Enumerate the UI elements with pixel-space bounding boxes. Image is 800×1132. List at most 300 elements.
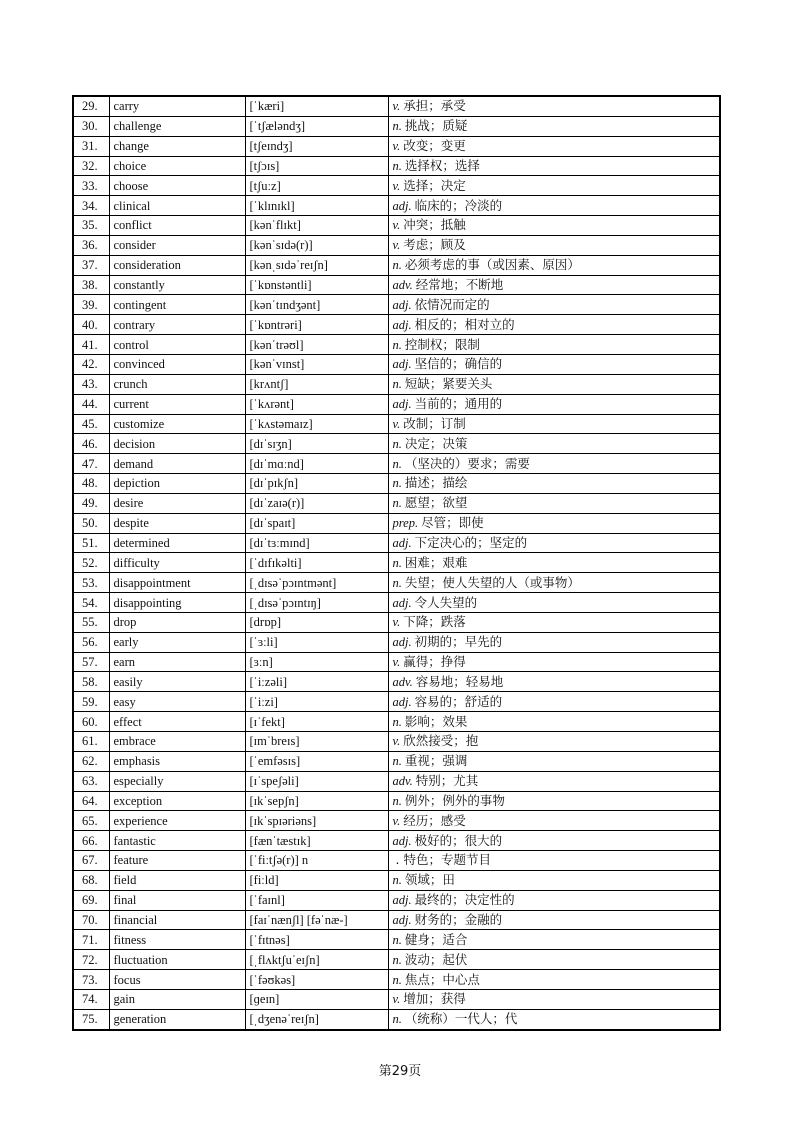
entry-phonetic: [ˈfiːtʃə(r)] n <box>245 851 388 871</box>
part-of-speech: n. <box>392 436 402 451</box>
entry-phonetic: [ˈemfəsɪs] <box>245 751 388 771</box>
entry-number: 30. <box>73 116 109 136</box>
entry-phonetic: [fiːld] <box>245 870 388 890</box>
definition-text: 波动；起伏 <box>404 951 468 967</box>
entry-phonetic: [ˈiːzəli] <box>245 672 388 692</box>
part-of-speech: adj. <box>392 833 412 848</box>
part-of-speech: adj. <box>392 595 412 610</box>
part-of-speech: adv. <box>392 674 413 689</box>
entry-number: 43. <box>73 374 109 394</box>
vocab-row <box>73 593 720 613</box>
entry-definition <box>388 910 720 930</box>
entry-phonetic: [ɡeɪn] <box>245 989 388 1009</box>
definition-text: 最终的；决定性的 <box>414 892 515 908</box>
part-of-speech: v. <box>392 655 401 670</box>
entry-phonetic: [ˈklɪnɪkl] <box>245 196 388 216</box>
entry-definition <box>388 890 720 910</box>
definition-text: 领域；田 <box>404 872 455 888</box>
entry-definition <box>388 732 720 752</box>
entry-definition <box>388 354 720 374</box>
definition-text: 重视；强调 <box>404 753 468 769</box>
part-of-speech: n. <box>392 258 402 273</box>
entry-definition <box>388 553 720 573</box>
vocab-row <box>73 652 720 672</box>
entry-word: carry <box>109 96 245 116</box>
part-of-speech: n. <box>392 119 402 134</box>
entry-definition <box>388 454 720 474</box>
entry-phonetic: [ˈfɪtnəs] <box>245 930 388 950</box>
entry-number: 69. <box>73 890 109 910</box>
entry-number: 54. <box>73 593 109 613</box>
entry-definition <box>388 513 720 533</box>
entry-phonetic: [kənˈvɪnst] <box>245 354 388 374</box>
entry-definition <box>388 851 720 871</box>
entry-number: 33. <box>73 176 109 196</box>
entry-word: embrace <box>109 732 245 752</box>
entry-number: 36. <box>73 235 109 255</box>
definition-text: 挑战；质疑 <box>404 118 468 134</box>
entry-definition <box>388 434 720 454</box>
part-of-speech: prep. <box>392 516 419 531</box>
entry-word: convinced <box>109 354 245 374</box>
entry-definition <box>388 374 720 394</box>
entry-word: change <box>109 136 245 156</box>
definition-text: 必须考虑的事（或因素、原因） <box>404 257 580 273</box>
definition-text: 令人失望的 <box>414 594 478 610</box>
entry-word: drop <box>109 612 245 632</box>
entry-definition <box>388 255 720 275</box>
entry-definition <box>388 116 720 136</box>
definition-text: （坚决的）要求；需要 <box>404 455 530 471</box>
vocab-row <box>73 910 720 930</box>
definition-text: 临床的；冷淡的 <box>414 197 503 213</box>
entry-phonetic: [faɪˈnænʃl] [fəˈnæ-] <box>245 910 388 930</box>
entry-word: generation <box>109 1009 245 1029</box>
vocab-row <box>73 1009 720 1029</box>
entry-phonetic: [dɪˈpɪkʃn] <box>245 474 388 494</box>
part-of-speech: adj. <box>392 198 412 213</box>
entry-number: 39. <box>73 295 109 315</box>
vocab-row <box>73 989 720 1009</box>
definition-text: 赢得；挣得 <box>403 654 466 670</box>
entry-definition <box>388 930 720 950</box>
entry-phonetic: [kənˈflɪkt] <box>245 216 388 236</box>
part-of-speech: n. <box>392 476 402 491</box>
vocab-row <box>73 116 720 136</box>
part-of-speech: adj. <box>392 694 412 709</box>
vocab-row <box>73 335 720 355</box>
part-of-speech: adj. <box>392 297 412 312</box>
part-of-speech: v. <box>392 99 401 114</box>
entry-number: 65. <box>73 811 109 831</box>
entry-phonetic: [ˌflʌktʃuˈeɪʃn] <box>245 950 388 970</box>
entry-phonetic: [ˈdɪfɪkəlti] <box>245 553 388 573</box>
definition-text: 财务的；金融的 <box>414 912 503 928</box>
definition-text: 依情况而定的 <box>414 296 490 312</box>
part-of-speech: n. <box>392 158 402 173</box>
entry-number: 34. <box>73 196 109 216</box>
entry-phonetic: [ɪmˈbreɪs] <box>245 732 388 752</box>
entry-word: emphasis <box>109 751 245 771</box>
entry-definition <box>388 295 720 315</box>
entry-definition <box>388 176 720 196</box>
entry-definition <box>388 712 720 732</box>
entry-definition <box>388 275 720 295</box>
part-of-speech: v. <box>392 734 401 749</box>
entry-phonetic: [ˌdɪsəˈpɔɪntmənt] <box>245 573 388 593</box>
entry-word: consider <box>109 235 245 255</box>
entry-number: 73. <box>73 970 109 990</box>
vocab-row <box>73 493 720 513</box>
definition-text: 影响；效果 <box>404 713 468 729</box>
entry-phonetic: [ɪˈfekt] <box>245 712 388 732</box>
entry-number: 57. <box>73 652 109 672</box>
entry-phonetic: [kənˈsɪdə(r)] <box>245 235 388 255</box>
entry-number: 63. <box>73 771 109 791</box>
vocab-row <box>73 156 720 176</box>
entry-definition <box>388 771 720 791</box>
entry-number: 47. <box>73 454 109 474</box>
entry-word: contrary <box>109 315 245 335</box>
vocabulary-table <box>72 95 721 1031</box>
definition-text: 初期的；早先的 <box>414 634 503 650</box>
entry-word: effect <box>109 712 245 732</box>
definition-text: 经常地；不断地 <box>415 277 504 293</box>
entry-definition <box>388 870 720 890</box>
part-of-speech: n. <box>392 456 402 471</box>
part-of-speech: n. <box>392 932 402 947</box>
definition-text: 困难；艰难 <box>404 554 468 570</box>
entry-phonetic: [tʃuːz] <box>245 176 388 196</box>
vocab-row <box>73 632 720 652</box>
entry-word: early <box>109 632 245 652</box>
entry-number: 64. <box>73 791 109 811</box>
entry-definition <box>388 493 720 513</box>
vocab-row <box>73 870 720 890</box>
entry-number: 71. <box>73 930 109 950</box>
entry-word: fitness <box>109 930 245 950</box>
entry-phonetic: [dɪˈspaɪt] <box>245 513 388 533</box>
vocab-row <box>73 930 720 950</box>
entry-number: 60. <box>73 712 109 732</box>
entry-definition <box>388 632 720 652</box>
vocab-row <box>73 851 720 871</box>
entry-phonetic: [ˈfaɪnl] <box>245 890 388 910</box>
entry-word: final <box>109 890 245 910</box>
entry-number: 59. <box>73 692 109 712</box>
vocab-row <box>73 811 720 831</box>
entry-phonetic: [kənˌsɪdəˈreɪʃn] <box>245 255 388 275</box>
part-of-speech: v. <box>392 218 401 233</box>
part-of-speech: adv. <box>392 278 413 293</box>
vocab-row <box>73 831 720 851</box>
entry-word: decision <box>109 434 245 454</box>
entry-word: clinical <box>109 196 245 216</box>
entry-definition <box>388 136 720 156</box>
vocab-row <box>73 751 720 771</box>
vocab-row <box>73 176 720 196</box>
vocab-row <box>73 394 720 414</box>
part-of-speech: n. <box>392 337 402 352</box>
definition-text: 当前的；通用的 <box>414 396 503 412</box>
entry-word: demand <box>109 454 245 474</box>
entry-phonetic: [ˈkæri] <box>245 96 388 116</box>
entry-number: 40. <box>73 315 109 335</box>
entry-definition <box>388 533 720 553</box>
definition-text: 极好的；很大的 <box>414 832 503 848</box>
vocab-row <box>73 970 720 990</box>
entry-word: challenge <box>109 116 245 136</box>
entry-number: 44. <box>73 394 109 414</box>
vocab-row <box>73 672 720 692</box>
definition-text: 失望；使人失望的人（或事物） <box>404 574 580 590</box>
entry-definition <box>388 414 720 434</box>
vocab-row <box>73 474 720 494</box>
entry-word: fantastic <box>109 831 245 851</box>
vocab-row <box>73 513 720 533</box>
vocab-row <box>73 434 720 454</box>
definition-text: 尽管；即使 <box>421 515 484 531</box>
entry-word: earn <box>109 652 245 672</box>
entry-phonetic: [ɜːn] <box>245 652 388 672</box>
entry-number: 42. <box>73 354 109 374</box>
entry-word: difficulty <box>109 553 245 573</box>
entry-phonetic: [ˈɜːli] <box>245 632 388 652</box>
entry-number: 52. <box>73 553 109 573</box>
definition-text: 选择权；选择 <box>404 157 480 173</box>
entry-number: 56. <box>73 632 109 652</box>
part-of-speech: adj. <box>392 357 412 372</box>
vocab-row <box>73 692 720 712</box>
entry-word: easily <box>109 672 245 692</box>
entry-number: 68. <box>73 870 109 890</box>
entry-phonetic: [kənˈtɪndʒənt] <box>245 295 388 315</box>
entry-word: depiction <box>109 474 245 494</box>
definition-text: 决定；决策 <box>404 435 468 451</box>
vocab-row <box>73 295 720 315</box>
entry-number: 41. <box>73 335 109 355</box>
part-of-speech: adj. <box>392 397 412 412</box>
entry-number: 31. <box>73 136 109 156</box>
entry-phonetic: [ɪkˈspɪəriəns] <box>245 811 388 831</box>
definition-text: 经历；感受 <box>403 812 466 828</box>
entry-number: 37. <box>73 255 109 275</box>
page-number: 第29页 <box>378 1064 422 1079</box>
definition-text: 下定决心的；坚定的 <box>414 534 528 550</box>
part-of-speech: n. <box>392 496 402 511</box>
entry-phonetic: [drɒp] <box>245 612 388 632</box>
definition-text: 容易的；舒适的 <box>414 693 503 709</box>
vocab-row <box>73 374 720 394</box>
definition-text: 坚信的；确信的 <box>414 356 503 372</box>
entry-definition <box>388 474 720 494</box>
entry-phonetic: [tʃeɪndʒ] <box>245 136 388 156</box>
entry-number: 29. <box>73 96 109 116</box>
entry-word: control <box>109 335 245 355</box>
entry-number: 35. <box>73 216 109 236</box>
definition-text: 冲突；抵触 <box>403 217 466 233</box>
entry-word: conflict <box>109 216 245 236</box>
part-of-speech: n. <box>392 714 402 729</box>
entry-word: exception <box>109 791 245 811</box>
entry-number: 48. <box>73 474 109 494</box>
part-of-speech: adj. <box>392 635 412 650</box>
vocab-row <box>73 573 720 593</box>
part-of-speech: adj. <box>392 893 412 908</box>
vocab-row <box>73 712 720 732</box>
entry-definition <box>388 96 720 116</box>
entry-definition <box>388 196 720 216</box>
entry-definition <box>388 652 720 672</box>
definition-text: 愿望；欲望 <box>404 495 468 511</box>
definition-text: 特别；尤其 <box>415 773 479 789</box>
entry-word: especially <box>109 771 245 791</box>
definition-text: 承担；承受 <box>403 98 466 114</box>
entry-number: 61. <box>73 732 109 752</box>
vocab-row <box>73 771 720 791</box>
vocab-row <box>73 612 720 632</box>
entry-number: 53. <box>73 573 109 593</box>
vocab-row <box>73 732 720 752</box>
vocab-row <box>73 255 720 275</box>
definition-text: 描述；描绘 <box>404 475 468 491</box>
vocab-row <box>73 136 720 156</box>
part-of-speech: v. <box>392 238 401 253</box>
part-of-speech: adv. <box>392 774 413 789</box>
entry-number: 66. <box>73 831 109 851</box>
entry-definition <box>388 394 720 414</box>
part-of-speech: v. <box>392 615 401 630</box>
entry-word: financial <box>109 910 245 930</box>
entry-number: 72. <box>73 950 109 970</box>
vocab-row <box>73 454 720 474</box>
part-of-speech: v. <box>392 992 401 1007</box>
entry-phonetic: [ˈkɒnstəntli] <box>245 275 388 295</box>
entry-definition <box>388 573 720 593</box>
entry-number: 32. <box>73 156 109 176</box>
entry-definition <box>388 692 720 712</box>
definition-text: 考虑；顾及 <box>403 237 466 253</box>
entry-word: constantly <box>109 275 245 295</box>
entry-definition <box>388 950 720 970</box>
entry-phonetic: [ˌdɪsəˈpɔɪntɪŋ] <box>245 593 388 613</box>
part-of-speech: adj. <box>392 535 412 550</box>
part-of-speech: v. <box>392 416 401 431</box>
entry-phonetic: [ˌdʒenəˈreɪʃn] <box>245 1009 388 1029</box>
part-of-speech: n. <box>392 754 402 769</box>
entry-definition <box>388 831 720 851</box>
part-of-speech: n. <box>392 793 402 808</box>
definition-text: 相反的；相对立的 <box>414 316 515 332</box>
entry-phonetic: [dɪˈsɪʒn] <box>245 434 388 454</box>
entry-word: crunch <box>109 374 245 394</box>
entry-word: contingent <box>109 295 245 315</box>
entry-phonetic: [krʌntʃ] <box>245 374 388 394</box>
vocab-row <box>73 96 720 116</box>
entry-number: 75. <box>73 1009 109 1029</box>
definition-text: 例外；例外的事物 <box>404 792 505 808</box>
entry-word: feature <box>109 851 245 871</box>
vocab-row <box>73 354 720 374</box>
part-of-speech: n. <box>392 575 402 590</box>
definition-text: 改制；订制 <box>403 415 466 431</box>
vocab-row <box>73 235 720 255</box>
entry-word: customize <box>109 414 245 434</box>
part-of-speech: n. <box>392 1012 402 1027</box>
entry-word: experience <box>109 811 245 831</box>
vocab-row <box>73 275 720 295</box>
entry-phonetic: [dɪˈtɜːmɪnd] <box>245 533 388 553</box>
entry-phonetic: [ˈtʃæləndʒ] <box>245 116 388 136</box>
entry-word: disappointment <box>109 573 245 593</box>
part-of-speech: n. <box>392 972 402 987</box>
definition-text: （统称）一代人；代 <box>404 1011 518 1027</box>
part-of-speech: n. <box>392 873 402 888</box>
entry-word: easy <box>109 692 245 712</box>
entry-definition <box>388 156 720 176</box>
entry-word: determined <box>109 533 245 553</box>
entry-definition <box>388 791 720 811</box>
definition-text: 容易地；轻易地 <box>415 673 504 689</box>
entry-phonetic: [kənˈtrəʊl] <box>245 335 388 355</box>
entry-number: 49. <box>73 493 109 513</box>
entry-number: 51. <box>73 533 109 553</box>
definition-text: 增加；获得 <box>403 991 466 1007</box>
vocab-row <box>73 553 720 573</box>
definition-text: 控制权；限制 <box>404 336 480 352</box>
entry-definition <box>388 216 720 236</box>
definition-text: 健身；适合 <box>404 931 468 947</box>
definition-text: 下降；跌落 <box>403 614 466 630</box>
vocab-row <box>73 791 720 811</box>
entry-word: desire <box>109 493 245 513</box>
entry-phonetic: [ˈfəʊkəs] <box>245 970 388 990</box>
entry-word: consideration <box>109 255 245 275</box>
entry-word: current <box>109 394 245 414</box>
part-of-speech: v. <box>392 178 401 193</box>
entry-word: choose <box>109 176 245 196</box>
entry-definition <box>388 593 720 613</box>
entry-number: 38. <box>73 275 109 295</box>
vocab-row <box>73 950 720 970</box>
entry-definition <box>388 315 720 335</box>
vocab-row <box>73 315 720 335</box>
entry-definition <box>388 672 720 692</box>
entry-definition <box>388 235 720 255</box>
entry-definition <box>388 751 720 771</box>
vocab-row <box>73 216 720 236</box>
definition-text: . 特色；专题节目 <box>395 852 491 868</box>
entry-word: fluctuation <box>109 950 245 970</box>
entry-number: 58. <box>73 672 109 692</box>
entry-phonetic: [ɪˈspeʃəli] <box>245 771 388 791</box>
definition-text: 选择；决定 <box>403 177 466 193</box>
entry-definition <box>388 612 720 632</box>
entry-word: despite <box>109 513 245 533</box>
entry-phonetic: [ˈkʌrənt] <box>245 394 388 414</box>
definition-text: 短缺；紧要关头 <box>404 376 493 392</box>
vocab-row <box>73 414 720 434</box>
entry-word: focus <box>109 970 245 990</box>
vocab-row <box>73 890 720 910</box>
part-of-speech: v. <box>392 813 401 828</box>
entry-number: 50. <box>73 513 109 533</box>
entry-word: field <box>109 870 245 890</box>
definition-text: 焦点；中心点 <box>404 971 480 987</box>
vocab-row <box>73 196 720 216</box>
entry-number: 70. <box>73 910 109 930</box>
entry-phonetic: [ˈkʌstəmaɪz] <box>245 414 388 434</box>
